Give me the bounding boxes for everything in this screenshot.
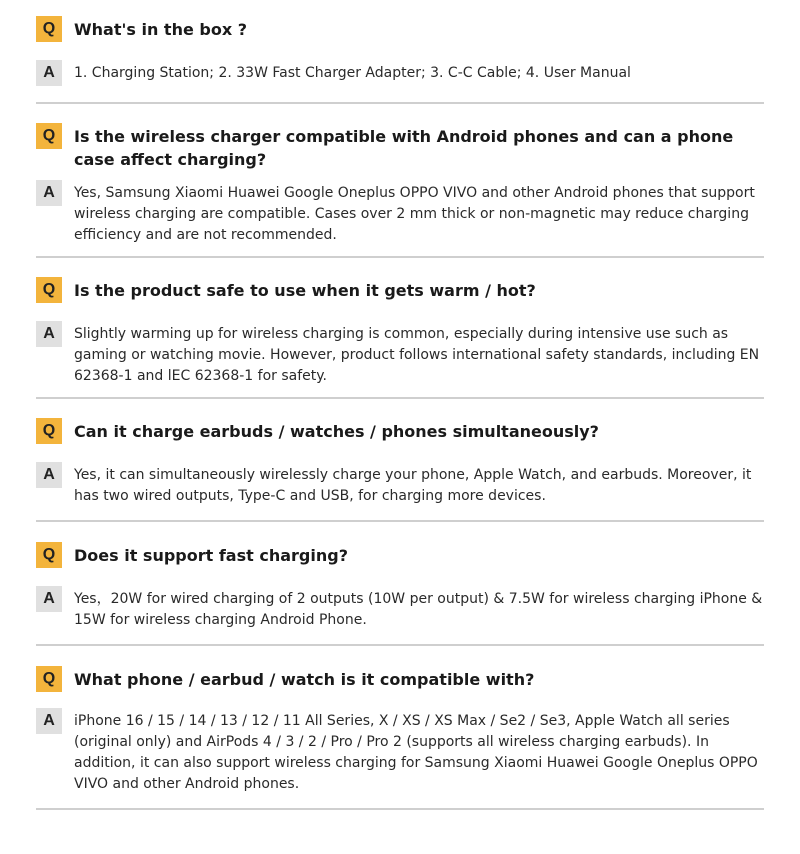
question-badge: Q bbox=[36, 666, 62, 692]
question-badge: Q bbox=[36, 16, 62, 42]
answer-text: Yes, Samsung Xiaomi Huawei Google Oneplus OPPO VIVO and other Android phones that support wireless charging are compatible. Cases over 2 mm thick or non-magnetic may reduce charging efficiency and are not recommended. bbox=[74, 185, 755, 243]
question-text: Does it support fast charging? bbox=[74, 546, 348, 565]
answer-text: Yes，20W for wired charging of 2 outputs (10W per output) & 7.5W for wireless charging iPhone & 15W for wireless charging Android Phone. bbox=[74, 591, 763, 628]
question-text: Is the wireless charger compatible with Android phones and can a phone case affect charging? bbox=[74, 127, 734, 169]
question-text: What phone / earbud / watch is it compatible with? bbox=[74, 670, 535, 689]
answer-badge: A bbox=[36, 462, 62, 488]
divider bbox=[36, 520, 764, 522]
answer-badge: A bbox=[36, 180, 62, 206]
answer-text: 1. Charging Station; 2. 33W Fast Charger Adapter; 3. C-C Cable; 4. User Manual bbox=[74, 65, 631, 81]
divider bbox=[36, 102, 764, 104]
question-badge: Q bbox=[36, 542, 62, 568]
divider bbox=[36, 808, 764, 810]
question-badge: Q bbox=[36, 277, 62, 303]
question-text: Can it charge earbuds / watches / phones simultaneously? bbox=[74, 422, 599, 441]
answer-text: Yes, it can simultaneously wirelessly charge your phone, Apple Watch, and earbuds. Moreover, it has two wired outputs, Type-C and USB, for charging more devices. bbox=[74, 467, 752, 504]
answer-badge: A bbox=[36, 586, 62, 612]
question-text: What's in the box ? bbox=[74, 20, 247, 39]
question-text: Is the product safe to use when it gets warm / hot? bbox=[74, 281, 536, 300]
answer-badge: A bbox=[36, 60, 62, 86]
divider bbox=[36, 397, 764, 399]
question-badge: Q bbox=[36, 418, 62, 444]
answer-text: Slightly warming up for wireless charging is common, especially during intensive use such as gaming or watching movie. However, product follows international safety standards, including EN 62368-1 and lEC 62368-1 for safety. bbox=[74, 326, 760, 384]
divider bbox=[36, 256, 764, 258]
answer-text: iPhone 16 / 15 / 14 / 13 / 12 / 11 All Series, X / XS / XS Max / Se2 / Se3, Apple Watch all series (original only) and AirPods 4 / 3 / 2 / Pro / Pro 2 (supports all wireless charging earbuds). In addition, it can also support wireless charging for Samsung Xiaomi Huawei Google Oneplus OPPO VIVO and other Android phones. bbox=[74, 713, 758, 792]
divider bbox=[36, 644, 764, 646]
question-badge: Q bbox=[36, 123, 62, 149]
answer-badge: A bbox=[36, 321, 62, 347]
answer-badge: A bbox=[36, 708, 62, 734]
